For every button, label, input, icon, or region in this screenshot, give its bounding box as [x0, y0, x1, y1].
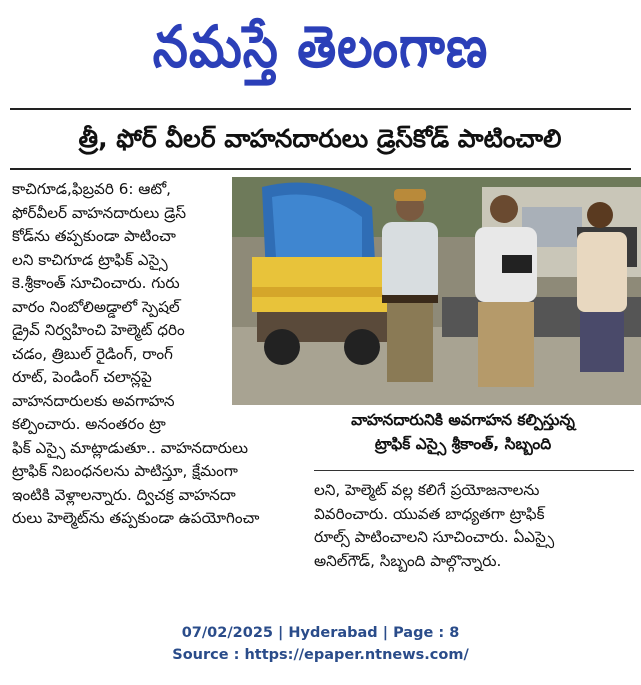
photo-illustration: [232, 177, 641, 405]
article-line: రులు హెల్మెట్‌ను తప్పకుండా ఉపయోగించా: [12, 509, 260, 527]
article-line: డ్రైవ్ నిర్వహించి హెల్మెట్ ధరిం: [12, 321, 185, 339]
article-line: లని, హెల్మెట్ వల్ల కలిగే ప్రయోజనాలను: [314, 481, 540, 499]
caption-line-1: వాహనదారునికి అవగాహన కల్పిస్తున్న: [351, 411, 575, 429]
caption-line-2: ట్రాఫిక్ ఎస్సై శ్రీకాంత్, సిబ్బంది: [374, 435, 552, 453]
article-line: వారం నింబోలిఅడ్డాలో స్పెషల్: [12, 297, 180, 316]
article-line: లని కాచిగూడ ట్రాఫిక్ ఎస్సై: [12, 250, 168, 269]
article-line: కాచిగూడ,ఫిబ్రవరి 6: ఆటో,: [12, 180, 172, 198]
top-divider: [10, 108, 631, 110]
news-photo: [232, 177, 641, 405]
article-headline: త్రీ, ఫోర్ వీలర్ వాహనదారులు డ్రెస్‌కోడ్ పాటించాలి: [78, 124, 562, 153]
article-line: ట్రాఫిక్ నిబంధనలను పాటిస్తూ, క్షేమంగా: [12, 462, 238, 480]
article-line: రూట్, పెండింగ్ చలాన్లపై: [12, 368, 152, 386]
article-line: కోడ్‌ను తప్పకుండా పాటించా: [12, 227, 176, 245]
article-line: ఫిక్ ఎస్సై మాట్లాడుతూ.. వాహనదారులు: [12, 438, 249, 457]
newspaper-logo: నమస్తే తెలంగాణ: [152, 13, 489, 80]
caption-divider: [314, 470, 634, 471]
article-line: చడం, త్రిబుల్ రైడింగ్, రాంగ్: [12, 344, 173, 363]
photo-caption: [290, 408, 636, 456]
article-line: వివరించారు. యువత బాధ్యతగా ట్రాఫిక్: [314, 504, 545, 523]
masthead: [0, 0, 641, 108]
headline-divider: [10, 168, 631, 170]
article-line: వాహనదారులకు అవగాహన: [12, 391, 175, 410]
footer-date-edition: 07/02/2025 | Hyderabad | Page : 8: [181, 625, 460, 641]
footer: [0, 622, 641, 666]
article-body-right: [314, 479, 624, 573]
article-line: రూల్స్ పాటించాలని సూచించారు. ఏఎస్సై: [314, 528, 555, 546]
article-body-left: [12, 178, 260, 531]
article-line: ఫోర్‌వీలర్ వాహనదారులు డ్రెస్: [12, 203, 186, 222]
article-line: కల్పించారు. అనంతరం ట్రా: [12, 415, 166, 433]
footer-source: Source : https://epaper.ntnews.com/: [172, 647, 469, 663]
article-line: ఇంటికి వెళ్లాలన్నారు. ద్విచక్ర వాహనదా: [12, 485, 236, 504]
article-line: కె.శ్రీకాంత్ సూచించారు. గురు: [12, 274, 180, 292]
article-line: అనిల్‌గౌడ్, సిబ్బంది పాల్గొన్నారు.: [314, 551, 502, 570]
